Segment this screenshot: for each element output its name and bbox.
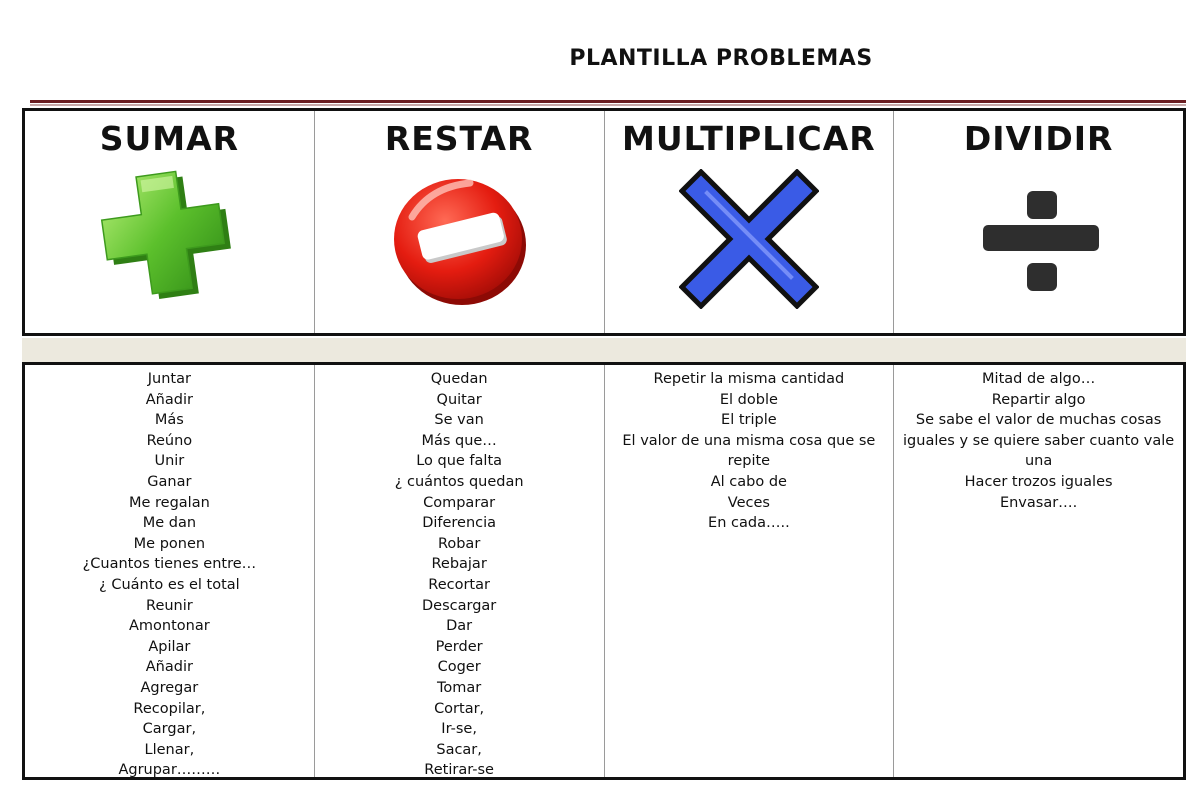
- keyword-item: Me ponen: [133, 535, 206, 552]
- blue-times-icon: [605, 169, 894, 309]
- keyword-list-sumar: [25, 365, 314, 781]
- keyword-item: Más que…: [421, 432, 497, 449]
- keyword-list-multiplicar: [605, 365, 894, 534]
- heading-sumar: SUMAR: [99, 119, 240, 158]
- keyword-item: Comparar: [423, 494, 496, 511]
- keyword-item: El triple: [721, 412, 777, 429]
- red-minus-icon: [315, 169, 604, 309]
- keyword-list-dividir: [894, 365, 1183, 513]
- keywords-cell-sumar: [25, 365, 315, 777]
- separator-band: [22, 338, 1186, 362]
- keyword-item: Descargar: [421, 597, 497, 614]
- keyword-item: ¿ cuántos quedan: [394, 473, 524, 490]
- keywords-table: [22, 362, 1186, 780]
- keyword-item: El valor de una misma cosa que se repite: [622, 432, 876, 470]
- keywords-cell-multiplicar: [605, 365, 895, 777]
- keyword-item: Hacer trozos iguales: [964, 473, 1113, 490]
- heading-multiplicar: MULTIPLICAR: [622, 119, 876, 158]
- keyword-item: Veces: [727, 494, 770, 511]
- heading-restar: RESTAR: [384, 119, 534, 158]
- keyword-item: Quedan: [430, 371, 488, 387]
- keyword-item: Se van: [434, 412, 484, 429]
- keyword-item: Me regalan: [128, 494, 210, 511]
- keyword-item: Recopilar,: [133, 700, 206, 717]
- keyword-item: Unir: [154, 453, 185, 470]
- keyword-item: Robar: [437, 535, 481, 552]
- keyword-item: Más: [154, 412, 184, 429]
- keyword-item: Dar: [446, 618, 473, 635]
- green-plus-icon: [25, 169, 314, 309]
- keyword-item: Repartir algo: [991, 391, 1086, 408]
- keyword-item: Quitar: [436, 391, 482, 408]
- keyword-item: Juntar: [147, 371, 191, 387]
- keyword-item: Me dan: [142, 515, 197, 532]
- header-cell-dividir: [894, 111, 1183, 333]
- keyword-item: Amontonar: [129, 618, 210, 635]
- keyword-item: Reunir: [146, 597, 193, 614]
- operations-header-table: [22, 108, 1186, 336]
- keyword-item: Sacar,: [436, 741, 482, 758]
- keyword-item: Agregar: [140, 679, 199, 696]
- keyword-list-restar: [315, 365, 604, 781]
- division-icon: [894, 169, 1183, 309]
- keyword-item: Retirar-se: [424, 762, 494, 779]
- keyword-item: Al cabo de: [710, 473, 787, 490]
- keyword-item: Agrupar………: [118, 762, 221, 779]
- keyword-item: Recortar: [428, 576, 490, 593]
- keyword-item: Se sabe el valor de muchas cosas iguales y se quiere saber cuanto vale una: [903, 412, 1175, 470]
- keyword-item: En cada…..: [708, 515, 790, 532]
- keywords-cell-dividir: [894, 365, 1183, 777]
- keyword-item: Diferencia: [422, 515, 497, 532]
- keyword-item: Lo que falta: [416, 453, 503, 470]
- heading-dividir: DIVIDIR: [963, 119, 1114, 158]
- keyword-item: Coger: [437, 659, 481, 676]
- title-divider-shadow: [30, 104, 1186, 106]
- keyword-item: Cargar,: [142, 721, 197, 738]
- header-cell-multiplicar: [605, 111, 895, 333]
- keyword-item: Mitad de algo…: [982, 371, 1096, 387]
- keyword-item: Tomar: [437, 679, 482, 696]
- keyword-item: El doble: [719, 391, 778, 408]
- keyword-item: Ganar: [147, 473, 192, 490]
- keyword-item: Añadir: [145, 659, 193, 676]
- keyword-item: Cortar,: [434, 700, 485, 717]
- keyword-item: Ir-se,: [441, 721, 477, 738]
- page-title: PLANTILLA PROBLEMAS: [569, 46, 873, 71]
- keyword-item: Llenar,: [144, 741, 195, 758]
- keyword-item: Perder: [435, 638, 483, 655]
- keywords-cell-restar: [315, 365, 605, 777]
- keyword-item: Añadir: [145, 391, 193, 408]
- keyword-item: Reúno: [146, 432, 193, 449]
- keyword-item: ¿Cuantos tienes entre…: [82, 556, 257, 573]
- keyword-item: Rebajar: [431, 556, 487, 573]
- keyword-item: Repetir la misma cantidad: [653, 371, 845, 387]
- header-cell-sumar: [25, 111, 315, 333]
- header-cell-restar: [315, 111, 605, 333]
- keyword-item: ¿ Cuánto es el total: [99, 576, 240, 593]
- title-divider: [30, 100, 1186, 103]
- keyword-item: Apilar: [148, 638, 191, 655]
- keyword-item: Envasar….: [999, 494, 1078, 511]
